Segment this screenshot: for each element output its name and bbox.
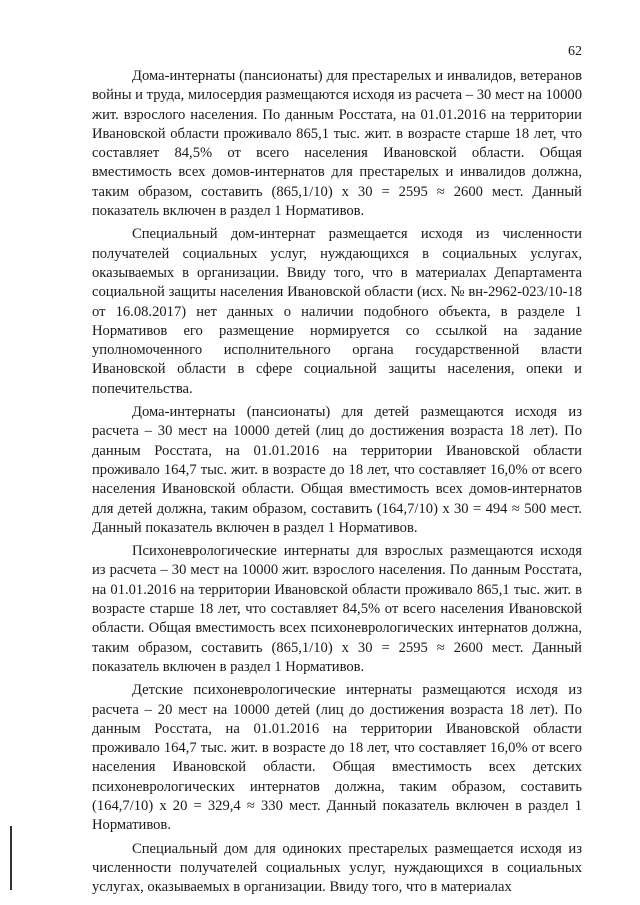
- document-body: [92, 67, 582, 901]
- paragraph-special-home: Специальный дом-интернат размещается исходя из численности получателей социальных услуг, нуждающихся в социальных услугах, оказываемых в организации. Ввиду того, что в материалах Департамента социальной защиты населения Ивановской области (исх. № вн-2962-023/10-18 от 16.08.2017) нет данных о наличии подобного объекта, в разделе 1 Нормативов его размещение нормируется со ссылкой на задание уполномоченного исполнительного органа государственной власти Ивановской области в сфере социальной защиты населения, опеки и попечительства.: [92, 226, 582, 397]
- paragraph-elderly-homes: Дома-интернаты (пансионаты) для престарелых и инвалидов, ветеранов войны и труда, милосердия размещаются исходя из расчета – 30 мест на 10000 жит. взрослого населения. По данным Росстата, на 01.01.2016 на территории Ивановской области проживало 865,1 тыс. жит. в возрасте старше 18 лет, что составляет 84,5% от всего населения Ивановской области. Общая вместимость всех домов-интернатов для престарелых и инвалидов должна, таким образом, составить (865,1/10) х 30 = 2595 ≈ 2600 мест. Данный показатель включен в раздел 1 Нормативов.: [92, 68, 582, 220]
- scan-edge-mark: [10, 826, 12, 890]
- page-number: 62: [568, 44, 582, 59]
- paragraph-single-elderly-home: Специальный дом для одиноких престарелых размещается исходя из численности получателей социальных услуг, нуждающихся в социальных услугах, оказываемых в организации. Ввиду того, что в материалах: [92, 840, 582, 896]
- paragraph-children-homes: Дома-интернаты (пансионаты) для детей размещаются исходя из расчета – 30 мест на 10000 детей (лиц до достижения возраста 18 лет). По данным Росстата, на 01.01.2016 на территории Ивановской области проживало 164,7 тыс. жит. в возрасте до 18 лет, что составляет 16,0% от всего населения Ивановской области. Общая вместимость всех домов-интернатов для детей должна, таким образом, составить (164,7/10) х 30 = 494 ≈ 500 мест. Данный показатель включен в раздел 1 Нормативов.: [92, 404, 582, 536]
- paragraph-adult-psycho-homes: Психоневрологические интернаты для взрослых размещаются исходя из расчета – 30 мест на 10000 жит. взрослого населения. По данным Росстата, на 01.01.2016 на территории Ивановской области проживало 865,1 тыс. жит. в возрасте старше 18 лет, что составляет 84,5% от всего населения Ивановской области. Общая вместимость всех психоневрологических интернатов должна, таким образом, составить (865,1/10) х 30 = 2595 ≈ 2600 мест. Данный показатель включен в раздел 1 Нормативов.: [92, 543, 582, 675]
- paragraph-children-psycho-homes: Детские психоневрологические интернаты размещаются исходя из расчета – 20 мест на 10000 детей (лиц до достижения возраста 18 лет). По данным Росстата, на 01.01.2016 на территории Ивановской области проживало 164,7 тыс. жит. в возрасте до 18 лет, что составляет 16,0% от всего населения Ивановской области. Общая вместимость всех детских психоневрологических интернатов должна, таким образом, составить (164,7/10) х 20 = 329,4 ≈ 330 мест. Данный показатель включен в раздел 1 Нормативов.: [92, 682, 582, 834]
